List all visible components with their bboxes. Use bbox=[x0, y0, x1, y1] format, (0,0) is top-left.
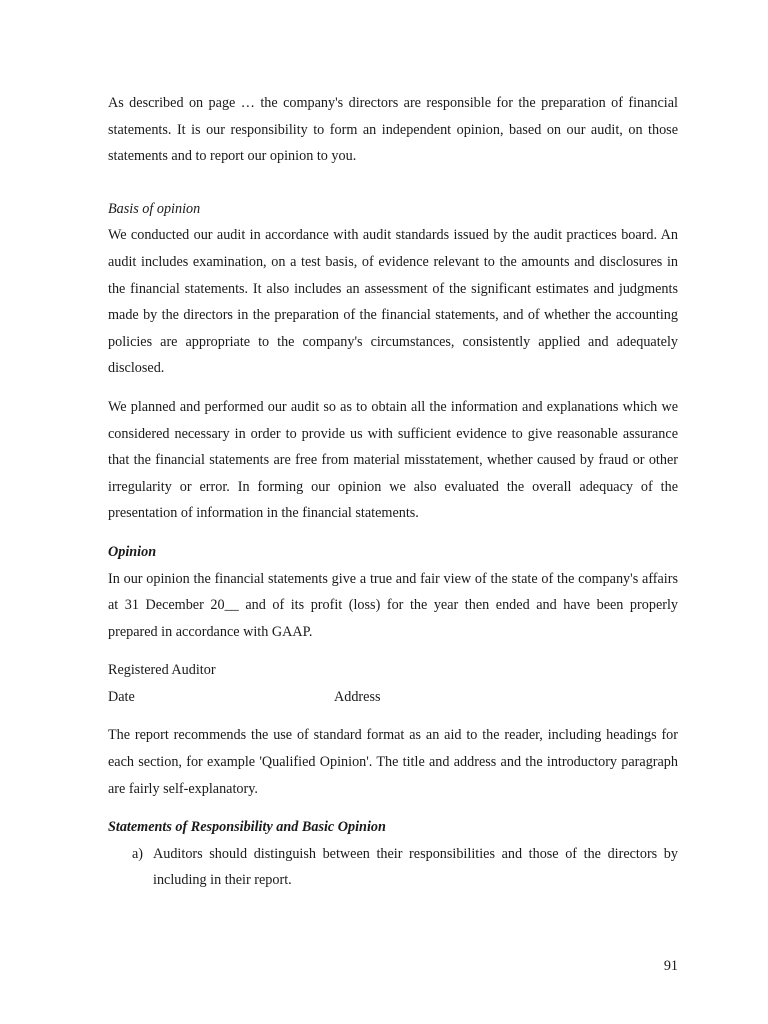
address-label: Address bbox=[334, 688, 381, 705]
date-address-row bbox=[108, 684, 678, 711]
document-page bbox=[108, 90, 678, 894]
opinion-paragraph: In our opinion the financial statements give a true and fair view of the state of the company's affairs at 31 December 20__ and of its profit (loss) for the year then ended and have been properly prepared in accordance with GAAP. bbox=[108, 570, 678, 640]
list-item-text: Auditors should distinguish between their responsibilities and those of the directors by including in their report. bbox=[153, 845, 678, 889]
page-number: 91 bbox=[663, 958, 678, 974]
statements-heading: Statements of Responsibility and Basic Opinion bbox=[108, 819, 386, 836]
format-paragraph: The report recommends the use of standard format as an aid to the reader, including headings for each section, for example 'Qualified Opinion'. The title and address and the introductory paragraph are fairly self-explanatory. bbox=[108, 727, 678, 797]
date-label: Date bbox=[108, 688, 135, 705]
intro-paragraph: As described on page … the company's directors are responsible for the preparation of financial statements. It is our responsibility to form an independent opinion, based on our audit, on those statements and to report our opinion to you. bbox=[108, 95, 678, 165]
registered-auditor-label: Registered Auditor bbox=[108, 662, 216, 679]
opinion-heading: Opinion bbox=[108, 543, 157, 560]
basis-paragraph-2: We planned and performed our audit so as to obtain all the information and explanations which we considered necessary in order to provide us with sufficient evidence to give reasonable assurance that the financial statements are free from material misstatement, whether caused by fraud or other irregularity or error. In forming our opinion we also evaluated the overall adequacy of the presentation of information in the financial statements. bbox=[108, 398, 678, 522]
signature-block bbox=[108, 657, 678, 710]
list-marker: a) bbox=[132, 845, 144, 862]
list-item bbox=[108, 841, 678, 894]
basis-paragraph-1: We conducted our audit in accordance with audit standards issued by the audit practices board. An audit includes examination, on a test basis, of evidence relevant to the amounts and disclosures in the financial statements. It also includes an assessment of the significant estimates and judgments made by the directors in the preparation of the financial statements, and of whether the accounting policies are appropriate to the company's circumstances, consistently applied and adequately disclosed. bbox=[108, 227, 678, 377]
basis-of-opinion-heading: Basis of opinion bbox=[108, 200, 201, 217]
